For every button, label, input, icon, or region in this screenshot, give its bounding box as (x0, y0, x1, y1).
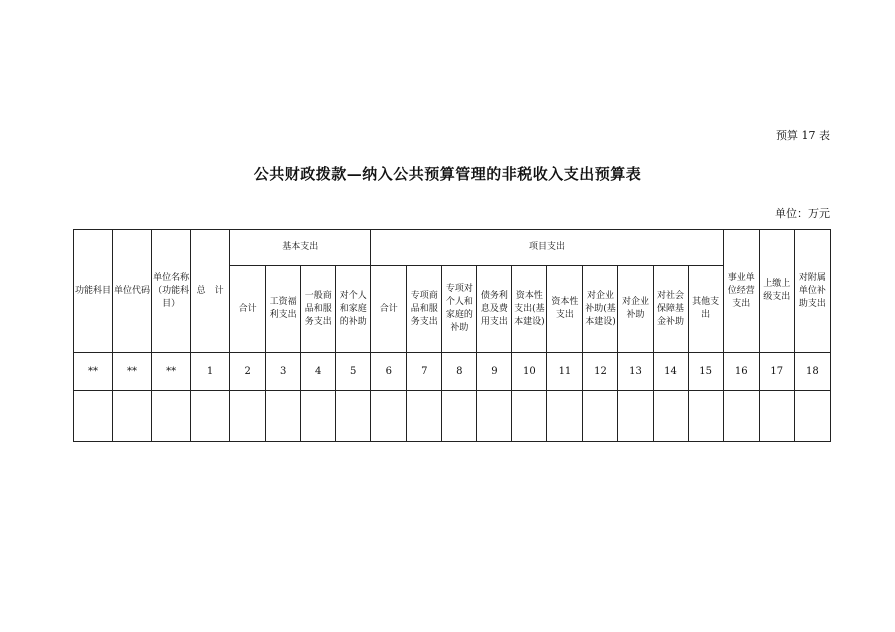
number-cell: 6 (371, 353, 407, 391)
table-cell (266, 391, 301, 442)
table-cell (547, 391, 583, 442)
number-cell: 14 (653, 353, 688, 391)
header-basic-col: 合计 (230, 266, 266, 353)
header-unit-name: 单位名称（功能科目） (152, 230, 191, 353)
header-basic-group: 基本支出 (230, 230, 371, 266)
header-row-group (74, 230, 831, 266)
header-unit-code: 单位代码 (113, 230, 152, 353)
number-cell: ** (152, 353, 191, 391)
table-cell (477, 391, 512, 442)
unit-label: 单位：万元 (775, 207, 830, 220)
number-cell: ** (113, 353, 152, 391)
number-cell: 10 (512, 353, 547, 391)
table-cell (794, 391, 830, 442)
number-cell: 1 (191, 353, 230, 391)
number-cell: 13 (618, 353, 653, 391)
header-total: 总 计 (191, 230, 230, 353)
number-cell: 7 (407, 353, 442, 391)
table-cell (723, 391, 759, 442)
header-project-col: 对企业补助(基本建设) (583, 266, 618, 353)
header-project-col: 其他支出 (688, 266, 723, 353)
number-cell: 8 (442, 353, 477, 391)
table-cell (688, 391, 723, 442)
header-project-col: 资本性支出(基本建设) (512, 266, 547, 353)
header-affiliated: 对附属单位补助支出 (794, 230, 830, 353)
table-cell (113, 391, 152, 442)
number-cell: 12 (583, 353, 618, 391)
number-cell: 18 (794, 353, 830, 391)
table-cell (512, 391, 547, 442)
budget-table (73, 229, 831, 442)
data-row-empty (74, 391, 831, 442)
table-cell (301, 391, 336, 442)
header-project-col: 对社会保障基金补助 (653, 266, 688, 353)
header-project-group: 项目支出 (371, 230, 723, 266)
table-cell (583, 391, 618, 442)
header-project-col: 专项对个人和家庭的补助 (442, 266, 477, 353)
number-cell: 9 (477, 353, 512, 391)
table-cell (618, 391, 653, 442)
header-basic-col: 对个人和家庭的补助 (336, 266, 371, 353)
table-cell (74, 391, 113, 442)
number-cell: 4 (301, 353, 336, 391)
header-project-col: 债务利息及费用支出 (477, 266, 512, 353)
table-cell (371, 391, 407, 442)
form-number: 预算 17 表 (776, 129, 830, 142)
page-title: 公共财政拨款—纳入公共预算管理的非税收入支出预算表 (253, 165, 642, 183)
table-cell (407, 391, 442, 442)
header-superior: 上缴上级支出 (759, 230, 794, 353)
header-basic-col: 工资福利支出 (266, 266, 301, 353)
header-basic-col: 一般商品和服务支出 (301, 266, 336, 353)
number-cell: 11 (547, 353, 583, 391)
table-cell (653, 391, 688, 442)
number-cell: 16 (723, 353, 759, 391)
table-cell (336, 391, 371, 442)
table-cell (759, 391, 794, 442)
table-cell (230, 391, 266, 442)
header-project-col: 专项商品和服务支出 (407, 266, 442, 353)
header-project-col: 合计 (371, 266, 407, 353)
number-cell: 17 (759, 353, 794, 391)
header-project-col: 对企业补助 (618, 266, 653, 353)
table-cell (191, 391, 230, 442)
number-cell: 2 (230, 353, 266, 391)
header-project-col: 资本性支出 (547, 266, 583, 353)
table-cell (152, 391, 191, 442)
table-cell (442, 391, 477, 442)
header-enterprise-op: 事业单位经营支出 (723, 230, 759, 353)
number-row (74, 353, 831, 391)
number-cell: 15 (688, 353, 723, 391)
header-func-code: 功能科目 (74, 230, 113, 353)
number-cell: 5 (336, 353, 371, 391)
number-cell: ** (74, 353, 113, 391)
number-cell: 3 (266, 353, 301, 391)
